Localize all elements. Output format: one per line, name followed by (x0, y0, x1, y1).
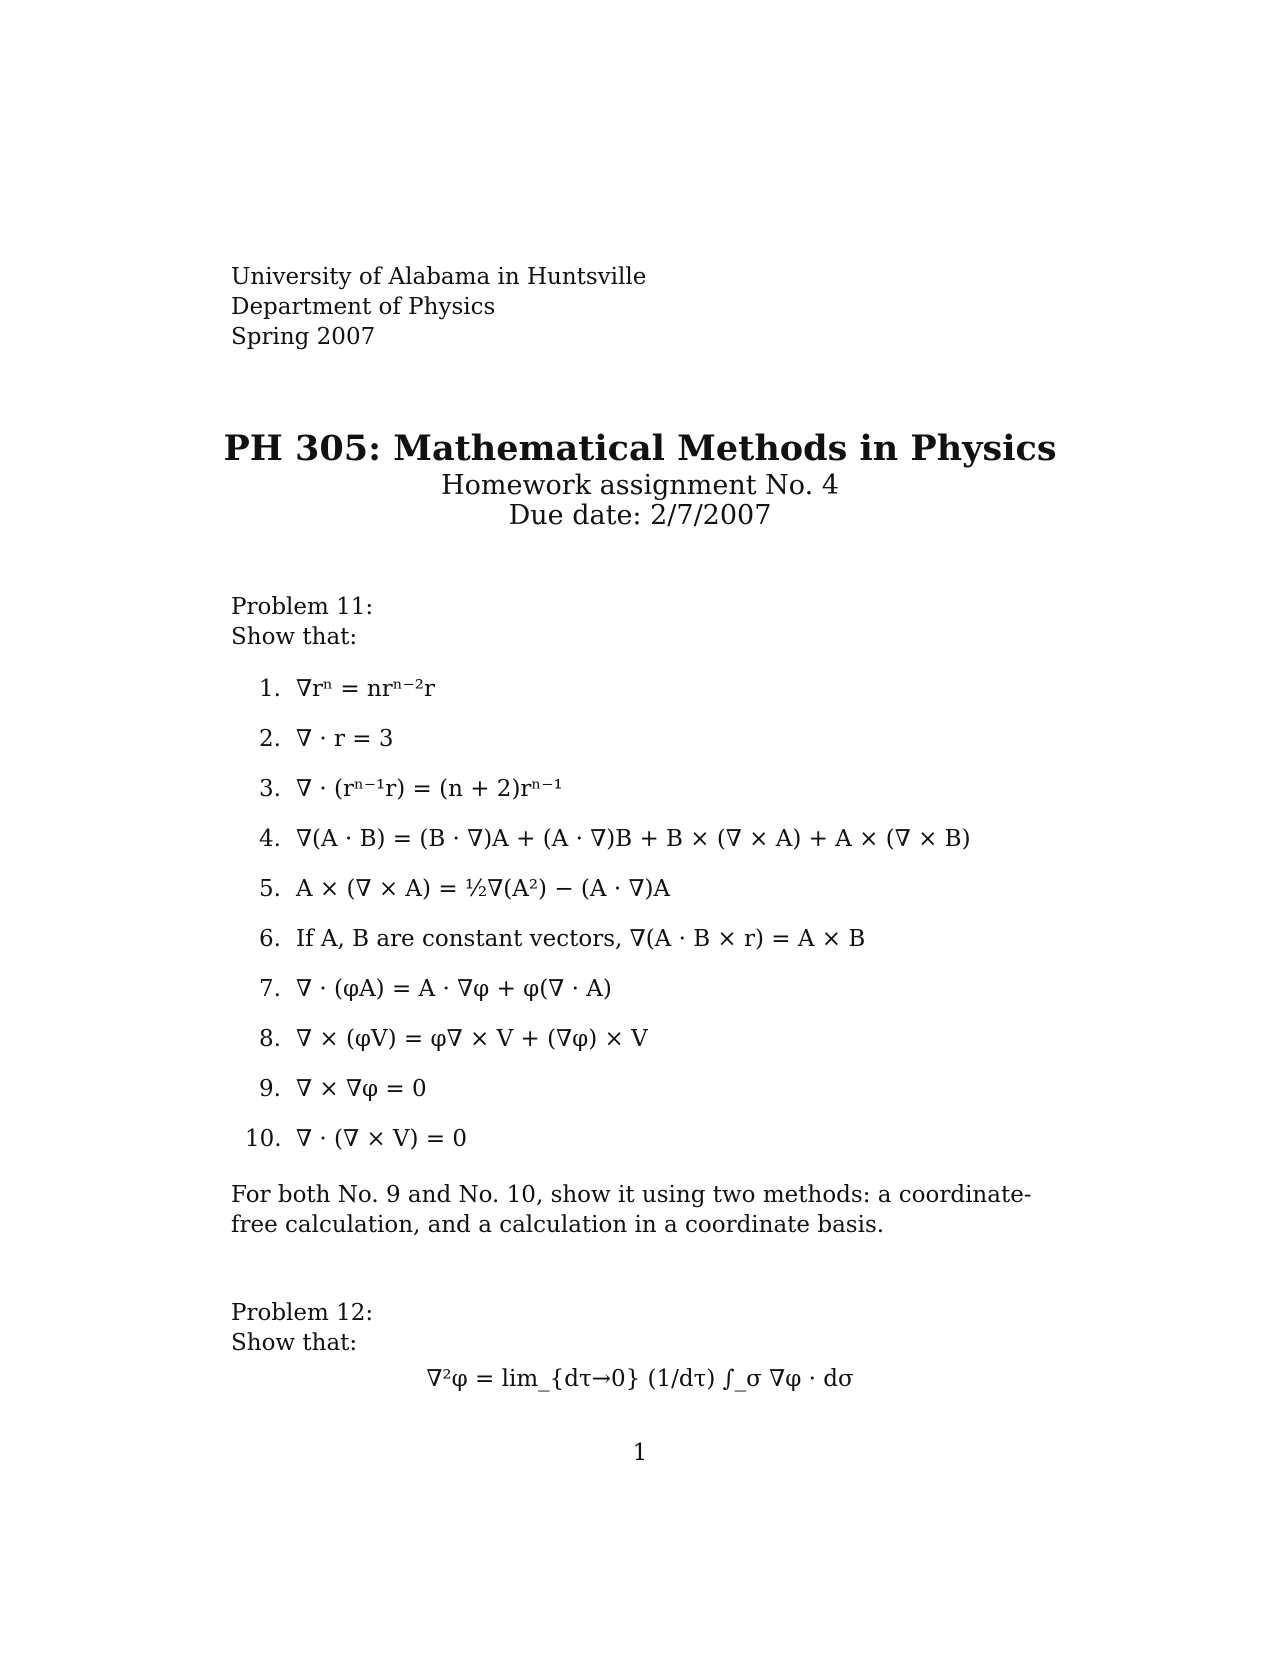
item-number: 5. (259, 876, 281, 902)
equation-item-3: ∇ · (rⁿ⁻¹r) = (n + 2)rⁿ⁻¹ (296, 776, 563, 802)
equation-item-5: A × (∇ × A) = ½∇(A²) − (A · ∇)A (296, 876, 671, 902)
item-number: 9. (259, 1076, 281, 1102)
equation-item-7: ∇ · (φA) = A · ∇φ + φ(∇ · A) (296, 976, 612, 1002)
equation-item-9: ∇ × ∇φ = 0 (296, 1076, 427, 1102)
header-term: Spring 2007 (231, 324, 376, 350)
item-number: 6. (259, 926, 281, 952)
header-department: Department of Physics (231, 294, 496, 320)
course-title: PH 305: Mathematical Methods in Physics (223, 428, 1057, 469)
problem-12-equation: ∇²φ = lim_{dτ→0} (1/dτ) ∫_σ ∇φ · dσ (426, 1366, 854, 1392)
equation-item-6: If A, B are constant vectors, ∇(A · B × r) = A × B (296, 926, 866, 952)
equation-item-2: ∇ · r = 3 (296, 726, 394, 752)
problem-12-instruction: Show that: (231, 1330, 358, 1356)
equation-item-1: ∇rⁿ = nrⁿ⁻²r (296, 676, 436, 702)
item-number: 8. (259, 1026, 281, 1052)
assignment-number: Homework assignment No. 4 (441, 470, 839, 501)
item-number: 7. (259, 976, 281, 1002)
problem-11-label: Problem 11: (231, 594, 374, 620)
page-number: 1 (632, 1440, 648, 1466)
item-number: 10. (245, 1126, 282, 1152)
item-number: 1. (259, 676, 281, 702)
item-number: 2. (259, 726, 281, 752)
header-university: University of Alabama in Huntsville (231, 264, 647, 290)
equation-item-8: ∇ × (φV) = φ∇ × V + (∇φ) × V (296, 1026, 648, 1052)
problem-12-label: Problem 12: (231, 1300, 374, 1326)
equation-item-4: ∇(A · B) = (B · ∇)A + (A · ∇)B + B × (∇ × A) + A × (∇ × B) (296, 826, 971, 852)
item-number: 3. (259, 776, 281, 802)
item-number: 4. (259, 826, 281, 852)
equation-item-10: ∇ · (∇ × V) = 0 (296, 1126, 468, 1152)
problem-11-note: For both No. 9 and No. 10, show it using two methods: a coordinate-free calculation, and a calculation in a coordinate basis. (231, 1182, 1032, 1238)
problem-11-instruction: Show that: (231, 624, 358, 650)
due-date: Due date: 2/7/2007 (508, 500, 772, 531)
